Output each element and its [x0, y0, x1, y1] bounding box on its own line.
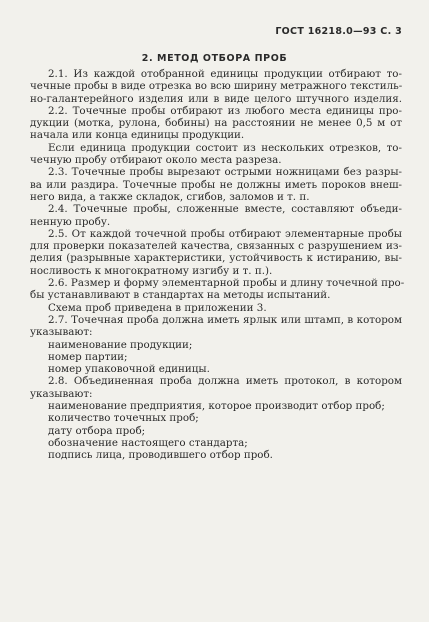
text-line: него вида, а также складок, сгибов, заломов и т. п. [30, 190, 310, 203]
text-line: 2.3. Точечные пробы вырезают острыми ножницами без разры- [48, 166, 402, 179]
text-line: ненную пробу. [30, 215, 111, 228]
text-line: начала или конца единицы продукции. [30, 129, 245, 142]
text-line: 2.8. Объединенная проба должна иметь протокол, в котором [48, 375, 402, 388]
text-line: но-галантерейного изделия или в виде целого штучного изделия. [30, 92, 402, 105]
text-line: дукции (мотка, рулона, бобины) на расстоянии не менее 0,5 м от [30, 117, 402, 130]
text-line: ва или раздира. Точечные пробы не должны иметь пороков внеш- [30, 178, 402, 191]
text-line: бы устанавливают в стандартах на методы испытаний. [30, 289, 331, 302]
text-line: 2.6. Размер и форму элементарной пробы и длину точечной про- [48, 277, 405, 290]
text-line: чечные пробы в виде отрезка во всю ширину метражного текстиль- [30, 80, 403, 93]
text-line: номер упаковочной единицы. [48, 363, 210, 376]
text-line: 2.7. Точечная проба должна иметь ярлык или штамп, в котором [48, 313, 402, 326]
text-line: 2.4. Точечные пробы, сложенные вместе, составляют объеди- [48, 203, 402, 216]
text-line: номер партии; [48, 350, 128, 363]
text-line: чечную пробу отбирают около места разреза. [30, 154, 282, 167]
text-line: обозначение настоящего стандарта; [48, 436, 248, 449]
text-line: количество точечных проб; [48, 412, 199, 425]
text-line: для проверки показателей качества, связанных с разрушением из- [30, 240, 402, 253]
text-line: наименование продукции; [48, 338, 193, 351]
text-line: носливость к многократному изгибу и т. п.). [30, 264, 273, 277]
text-line: Схема проб приведена в приложении 3. [48, 301, 267, 314]
text-line: дату отбора проб; [48, 424, 146, 437]
section-body [30, 68, 405, 462]
page-header: ГОСТ 16218.0—93 С. 3 [275, 26, 402, 37]
text-line: Если единица продукции состоит из нескольких отрезков, то- [48, 141, 402, 154]
text-line: 2.5. От каждой точечной пробы отбирают элементарные пробы [48, 227, 402, 240]
text-line: указывают: [30, 387, 93, 400]
text-line: 2.1. Из каждой отобранной единицы продукции отбирают то- [48, 68, 402, 80]
text-line: 2.2. Точечные пробы отбирают из любого места единицы про- [48, 104, 402, 117]
section-title: 2. МЕТОД ОТБОРА ПРОБ [141, 53, 288, 64]
text-line: подпись лица, проводившего отбор проб. [48, 449, 273, 462]
text-line: указывают: [30, 326, 93, 339]
text-line: наименование предприятия, которое производит отбор проб; [48, 400, 385, 413]
text-line: делия (разрывные характеристики, устойчивость к истиранию, вы- [30, 252, 402, 265]
